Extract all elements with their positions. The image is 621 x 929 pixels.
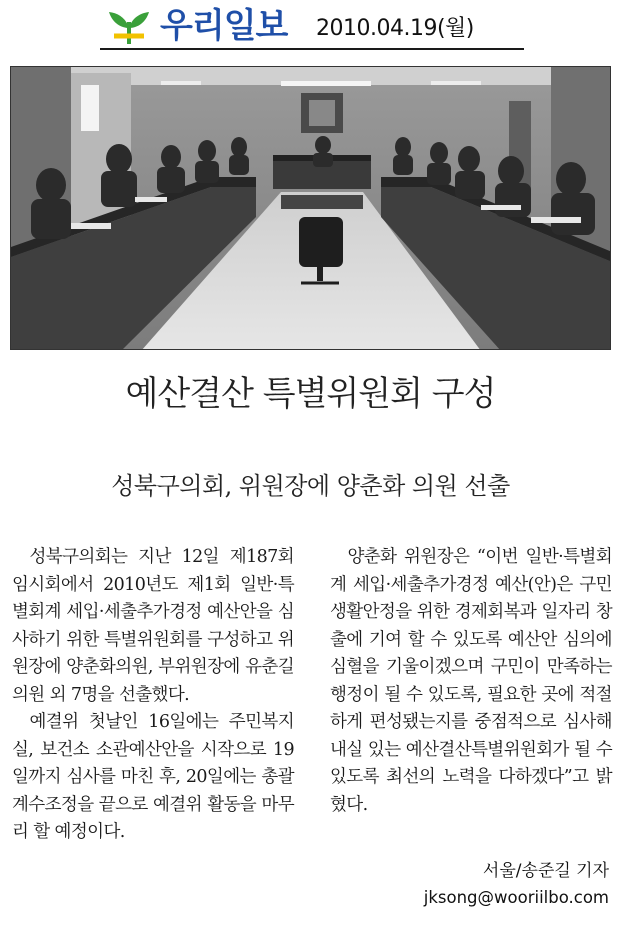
article-column-left [12, 544, 294, 847]
council-meeting-room-photo [10, 66, 611, 350]
article-column-right [330, 544, 612, 819]
sprout-logo-icon [106, 8, 152, 46]
photo-illustration [11, 67, 611, 350]
masthead [100, 4, 530, 52]
article-paragraph: 예결위 첫날인 16일에는 주민복지실, 보건소 소관예산안을 시작으로 19일까지 심사를 마친 후, 20일에는 총괄 계수조정을 끝으로 예결위 활동을 마무리 할 예정이다. [12, 712, 294, 842]
masthead-rule [100, 48, 524, 50]
article-subheadline: 성북구의회, 위원장에 양춘화 의원 선출 [111, 472, 510, 500]
article-headline: 예산결산 특별위원회 구성 [125, 374, 496, 414]
issue-date: 2010.04.19(월) [316, 16, 474, 41]
reporter-email: jksong@wooriilbo.com [423, 888, 609, 907]
reporter-byline: 서울/송준길 기자 [482, 861, 609, 881]
paper-name: 우리일보 [160, 6, 288, 46]
article-paragraph: 성북구의회는 지난 12일 제187회 임시회에서 2010년도 제1회 일반·특별회계 세입·세출추가경정 예산안을 심사하기 위한 특별위원회를 구성하고 위원장에 양춘화의원, 부위원장에 유춘길의원 외 7명을 선출했다. [12, 547, 294, 705]
article-paragraph: 양춘화 위원장은 “이번 일반·특별회계 세입·세출추가경정 예산(안)은 구민생활안정을 위한 경제회복과 일자리 창출에 기여 할 수 있도록 예산안 심의에 심혈을 기울이겠으며 구민이 만족하는 행정이 될 수 있도록, 필요한 곳에 적절하게 편성됐는지를 중점적으로 심사해 내실 있는 예산결산특별위원회가 될 수 있도록 최선의 노력을 다하겠다”고 밝혔다. [330, 547, 612, 815]
